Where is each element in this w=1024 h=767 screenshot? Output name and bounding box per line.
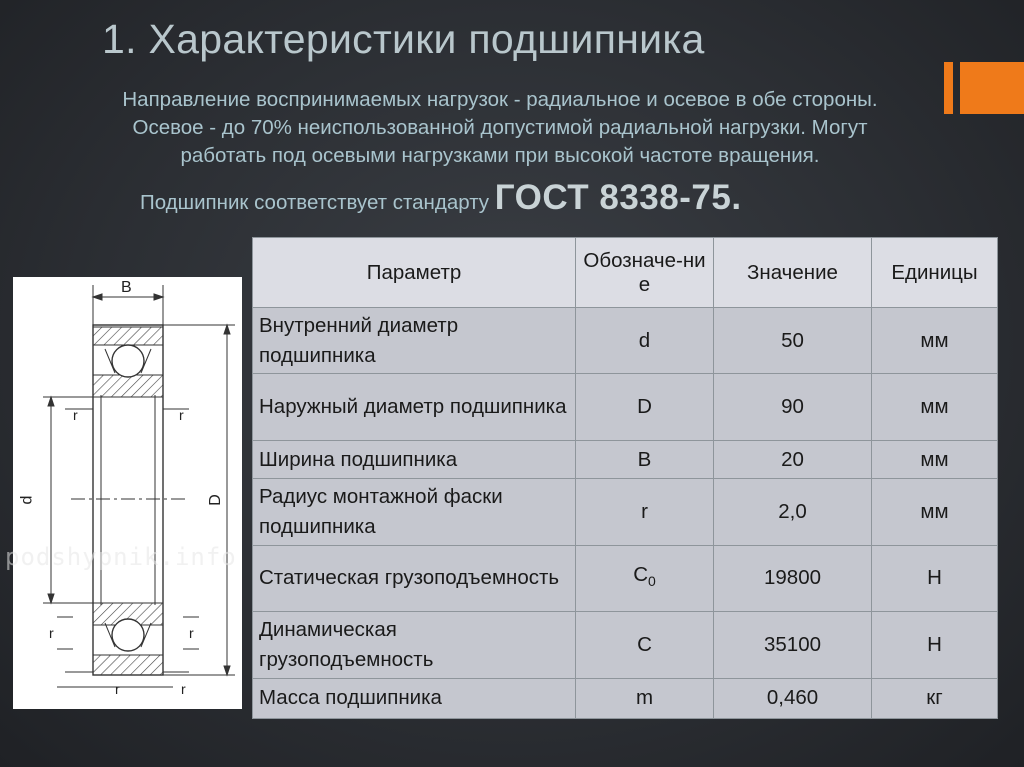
symbol-cell [576, 545, 714, 611]
param-cell: Ширина подшипника [253, 440, 576, 478]
symbol-cell: m [576, 678, 714, 718]
symbol-cell: C [576, 612, 714, 678]
symbol-cell: r [576, 479, 714, 545]
param-cell: Внутренний диаметр подшипника [253, 308, 576, 374]
param-cell: Статическая грузоподъемность [253, 545, 576, 611]
unit-cell: кг [872, 678, 998, 718]
value-cell: 35100 [714, 612, 872, 678]
param-cell: Динамическая грузоподъемность [253, 612, 576, 678]
standard-prefix: Подшипник соответствует стандарту [140, 191, 490, 214]
header-symbol: Обозначе-ние [576, 238, 714, 308]
table-row [253, 612, 998, 678]
description-line-2: Осевое - до 70% неиспользованной допустимой радиальной нагрузки. Могут [132, 116, 868, 139]
unit-cell: мм [872, 479, 998, 545]
dimension-label-r-bottom-1: r [115, 681, 120, 697]
table-row [253, 479, 998, 545]
param-cell: Радиус монтажной фаски подшипника [253, 479, 576, 545]
unit-cell: Н [872, 612, 998, 678]
table-row [253, 440, 998, 478]
value-cell: 2,0 [714, 479, 872, 545]
value-cell: 19800 [714, 545, 872, 611]
value-cell: 20 [714, 440, 872, 478]
standard-code: ГОСТ 8338-75. [494, 178, 742, 217]
unit-cell: Н [872, 545, 998, 611]
symbol-subscript: 0 [648, 573, 656, 590]
table-row [253, 545, 998, 611]
watermark-text: podshypnik.info [5, 543, 237, 571]
dimension-label-r-top-left: r [73, 407, 78, 423]
standard-line [140, 178, 742, 218]
description-line-1: Направление воспринимаемых нагрузок - радиальное и осевое в обе стороны. [122, 88, 878, 111]
header-unit: Единицы [872, 238, 998, 308]
description [20, 86, 980, 170]
value-cell: 0,460 [714, 678, 872, 718]
table-row [253, 678, 998, 718]
param-cell: Масса подшипника [253, 678, 576, 718]
header-param: Параметр [253, 238, 576, 308]
table-header-row [253, 238, 998, 308]
unit-cell: мм [872, 374, 998, 440]
param-cell: Наружный диаметр подшипника [253, 374, 576, 440]
table-row [253, 308, 998, 374]
dimension-label-D: D [206, 494, 224, 506]
symbol-cell: B [576, 440, 714, 478]
unit-cell: мм [872, 440, 998, 478]
slide-title: 1. Характеристики подшипника [102, 16, 705, 62]
dimension-label-d: d [18, 495, 36, 505]
table-row [253, 374, 998, 440]
header-value: Значение [714, 238, 872, 308]
value-cell: 90 [714, 374, 872, 440]
dimension-label-r-bottom-left: r [49, 625, 54, 641]
bearing-drawing [13, 277, 242, 709]
dimension-label-r-bottom-right: r [189, 625, 194, 641]
symbol-cell: D [576, 374, 714, 440]
symbol-main: C [633, 563, 648, 587]
value-cell: 50 [714, 308, 872, 374]
bearing-spec-table [252, 237, 998, 719]
unit-cell: мм [872, 308, 998, 374]
symbol-cell: d [576, 308, 714, 374]
description-line-3: работать под осевыми нагрузками при высокой частоте вращения. [180, 144, 820, 167]
dimension-label-B: B [121, 279, 132, 296]
dimension-label-r-bottom-2: r [181, 681, 186, 697]
dimension-label-r-top-right: r [179, 407, 184, 423]
